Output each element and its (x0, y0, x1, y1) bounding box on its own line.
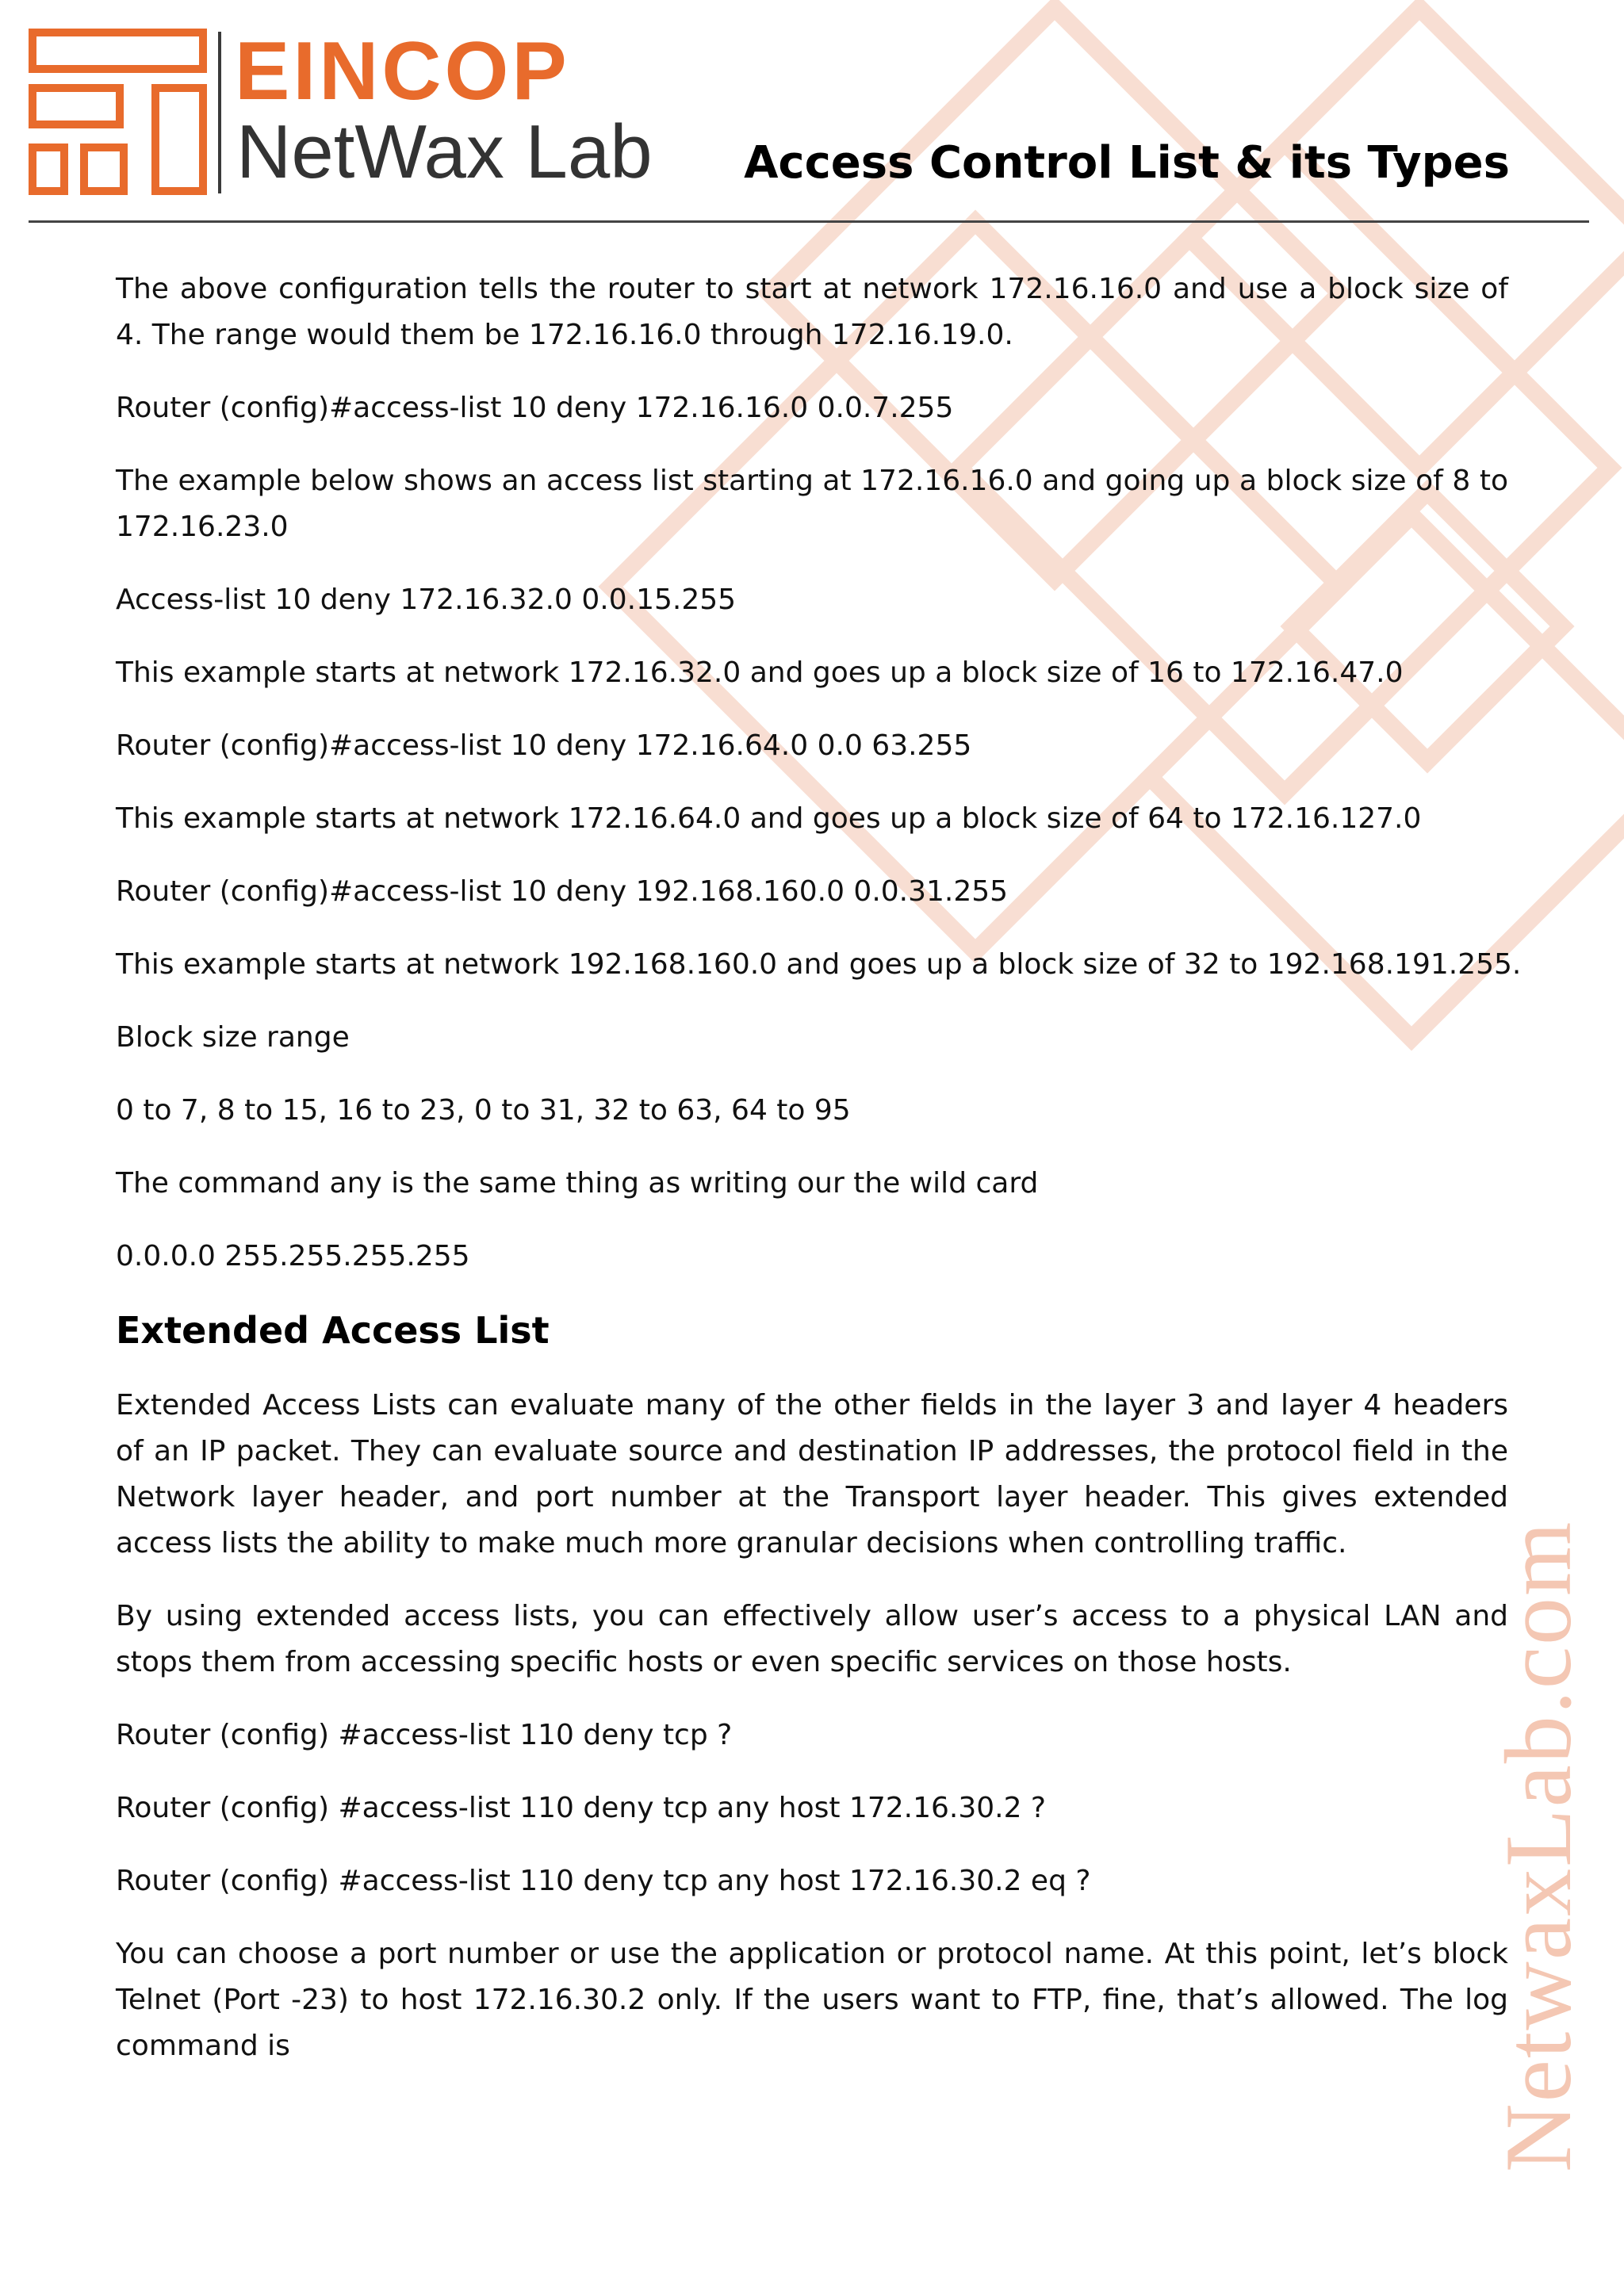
command-line: Router (config)#access-list 10 deny 172.16.16.0 0.0.7.255 (116, 392, 954, 424)
document-title: Access Control List & its Types (744, 137, 1510, 189)
document-body (116, 266, 1522, 2096)
body-paragraph: This example starts at network 172.16.64.0 and goes up a block size of 64 to 172.16.127.0 (116, 802, 1422, 835)
command-line: Router (config)#access-list 10 deny 192.168.160.0 0.0.31.255 (116, 875, 1009, 908)
body-paragraph: By using extended access lists, you can effectively allow user’s access to a physical LAN and stops them from accessing specific hosts or even specific services on those hosts. (116, 1600, 1508, 1678)
body-paragraph: This example starts at network 192.168.160.0 and goes up a block size of 32 to 192.168.191.255. (116, 948, 1522, 981)
body-paragraph: The command any is the same thing as writing our the wild card (116, 1167, 1039, 1200)
command-line: Access-list 10 deny 172.16.32.0 0.0.15.255 (116, 584, 737, 616)
section-heading: Extended Access List (116, 1309, 550, 1352)
body-paragraph: The above configuration tells the router to start at network 172.16.16.0 and use a block size of 4. The range would them be 172.16.16.0 through 172.16.19.0. (116, 273, 1508, 351)
logo-separator (218, 32, 221, 193)
brand-name-bottom: NetWax Lab (236, 109, 653, 194)
brand-name-top: EINCOP (235, 25, 570, 117)
header-divider (29, 220, 1589, 223)
eincop-logo-icon (29, 29, 219, 195)
command-line: Router (config) #access-list 110 deny tcp any host 172.16.30.2 ? (116, 1792, 1047, 1824)
body-paragraph: You can choose a port number or use the application or protocol name. At this point, let’s block Telnet (Port -23) to host 172.16.30.2 only. If the users want to FTP, fine, that’s allowed. The log command is (116, 1938, 1508, 2062)
body-paragraph: This example starts at network 172.16.32.0 and goes up a block size of 16 to 172.16.47.0 (116, 656, 1404, 689)
watermark-text: NetwaxLab.com (1485, 1520, 1591, 2172)
body-paragraph: 0 to 7, 8 to 15, 16 to 23, 0 to 31, 32 to 63, 64 to 95 (116, 1094, 851, 1127)
command-line: Router (config) #access-list 110 deny tcp any host 172.16.30.2 eq ? (116, 1865, 1091, 1897)
body-paragraph: 0.0.0.0 255.255.255.255 (116, 1240, 470, 1272)
command-line: Router (config)#access-list 10 deny 172.16.64.0 0.0 63.255 (116, 729, 972, 762)
body-paragraph: Block size range (116, 1021, 350, 1054)
body-paragraph: The example below shows an access list starting at 172.16.16.0 and going up a block size of 8 to 172.16.23.0 (116, 465, 1508, 543)
command-line: Router (config) #access-list 110 deny tcp ? (116, 1719, 733, 1751)
body-paragraph: Extended Access Lists can evaluate many of the other fields in the layer 3 and layer 4 headers of an IP packet. They can evaluate source and destination IP addresses, the protocol field in the Network layer header, and port number at the Transport layer header. This gives extended access lists the ability to make much more granular decisions when controlling traffic. (116, 1389, 1508, 1559)
